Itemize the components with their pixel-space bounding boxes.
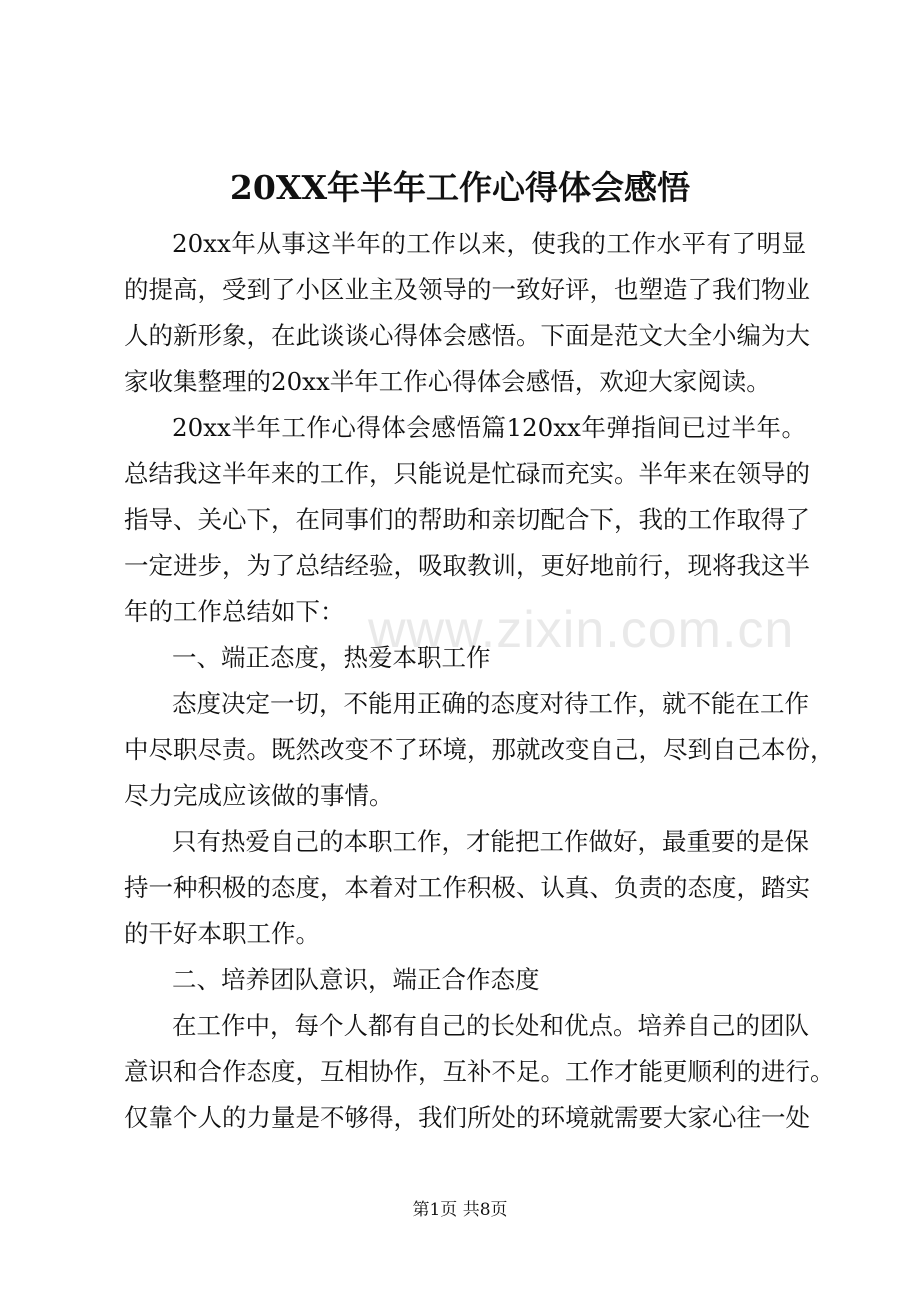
text-line: 态度决定一切，不能用正确的态度对待工作，就不能在工作 [172,689,809,718]
text-line: 尽力完成应该做的事情。 [124,781,394,810]
section-heading: 二、培养团队意识，端正合作态度 [172,965,540,994]
text-line: 20xx年从事这半年的工作以来，使我的工作水平有了明显 [172,229,806,258]
text-line: 的提高，受到了小区业主及领导的一致好评，也塑造了我们物业 [124,275,810,304]
text-line: 家收集整理的20xx半年工作心得体会感悟，欢迎大家阅读。 [124,367,771,396]
text-line: 持一种积极的态度，本着对工作积极、认真、负责的态度，踏实 [124,873,810,902]
text-line: 的干好本职工作。 [124,919,320,948]
text-line: 在工作中，每个人都有自己的长处和优点。培养自己的团队 [172,1011,809,1040]
section-heading: 一、端正态度，热爱本职工作 [172,643,491,672]
text-line: 年的工作总结如下： [124,597,345,626]
watermark: www.zixin.com.cn [368,601,795,659]
text-line: 一定进步，为了总结经验，吸取教训，更好地前行，现将我这半 [124,551,810,580]
text-line: 意识和合作态度，互相协作，互补不足。工作才能更顺利的进行。 [124,1057,835,1086]
text-line: 中尽职尽责。既然改变不了环境，那就改变自己，尽到自己本份， [124,735,835,764]
text-line: 只有热爱自己的本职工作，才能把工作做好，最重要的是保 [172,827,809,856]
text-line: 仅靠个人的力量是不够得，我们所处的环境就需要大家心往一处 [124,1103,810,1132]
text-line: 人的新形象，在此谈谈心得体会感悟。下面是范文大全小编为大 [124,321,810,350]
page-footer: 第1页 共8页 [412,1200,508,1220]
text-line: 总结我这半年来的工作，只能说是忙碌而充实。半年来在领导的 [124,459,810,488]
text-line: 20xx半年工作心得体会感悟篇120xx年弹指间已过半年。 [172,413,806,442]
text-line: 指导、关心下，在同事们的帮助和亲切配合下，我的工作取得了 [124,505,810,534]
page-title: 20XX年半年工作心得体会感悟 [229,168,691,207]
